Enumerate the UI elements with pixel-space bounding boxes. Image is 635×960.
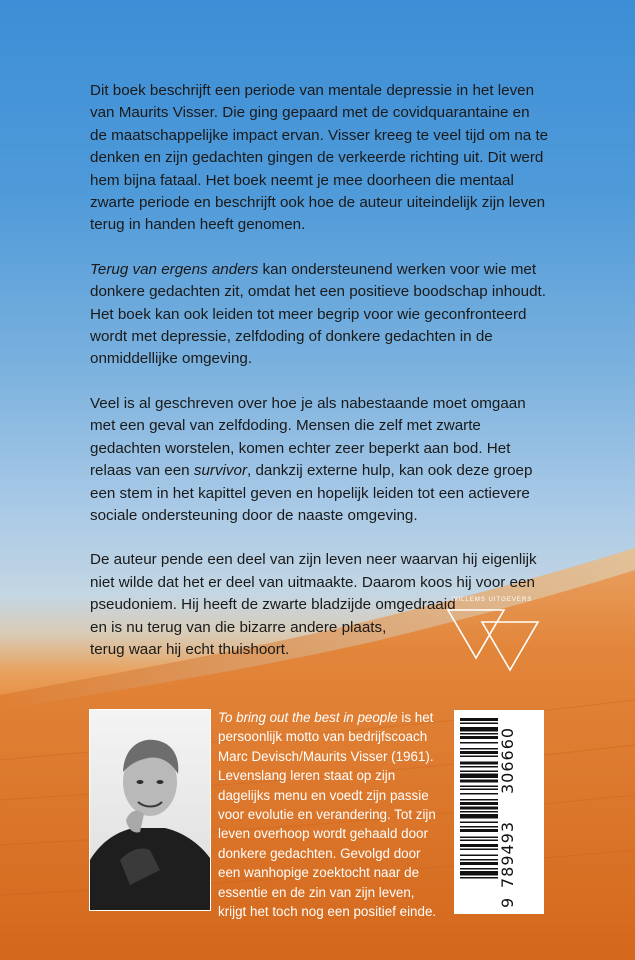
barcode-bar bbox=[460, 793, 498, 795]
barcode-bar bbox=[460, 855, 498, 857]
barcode-bar bbox=[460, 862, 498, 865]
barcode-bar bbox=[460, 868, 498, 870]
barcode-bar bbox=[460, 802, 498, 805]
blurb-paragraph-3-text-a: Veel is al geschreven over hoe je als nabestaande moet omgaan met een geval van zelfdoding. Mensen die zelf met zwarte gedachten worstelen, komen echter zeer beperkt aan bod. Het relaas van een bbox=[90, 394, 526, 480]
barcode-bar bbox=[460, 871, 498, 876]
barcode-bar bbox=[460, 736, 498, 739]
barcode-bar bbox=[460, 748, 498, 750]
isbn-group-1: 789493 bbox=[498, 820, 517, 888]
barcode-bar bbox=[460, 774, 498, 779]
author-bio bbox=[218, 708, 444, 921]
blurb-paragraph-2-text: kan ondersteunend werken voor wie met donkere gedachten zit, omdat het een positieve boodschap inhoudt. Het boek kan ook leiden tot meer begrip voor wie geconfronteerd wordt met depressie, zelfdoding of donkere gedachten in de onmiddellijke omgeving. bbox=[90, 260, 546, 368]
survivor-italic: survivor bbox=[193, 462, 248, 480]
barcode-bar bbox=[460, 799, 498, 801]
barcode-bar bbox=[460, 756, 498, 758]
blurb-paragraph-4-text-c: terug waar hij echt thuishoort. bbox=[90, 640, 290, 658]
barcode-bar bbox=[460, 844, 498, 847]
barcode-bar bbox=[460, 733, 498, 735]
isbn-lead-digit: 9 bbox=[498, 897, 517, 908]
barcode-bar bbox=[460, 826, 498, 828]
book-title-italic: Terug van ergens anders bbox=[90, 260, 259, 278]
author-motto: To bring out the best in people bbox=[218, 710, 398, 725]
barcode-bar bbox=[460, 807, 498, 810]
barcode-bar bbox=[460, 718, 498, 721]
barcode-bar bbox=[460, 723, 498, 725]
barcode-bar bbox=[460, 814, 498, 819]
blurb-paragraph-1: Dit boek beschrijft een periode van mentale depressie in het leven van Maurits Visser. Die ging gepaard met de covidquarantaine en de maatschappelijke impact ervan. Visser kreeg te veel tijd om na te denken en zijn gedachten gingen de verkeerde richting uit. Dit werd hem bijna fataal. Het boek neemt je mee doorheen die mentaal zwarte periode en beschrijft ook hoe de auteur uiteindelijk zijn leven terug in handen heeft genomen. bbox=[90, 82, 549, 234]
author-bio-text: is het persoonlijk motto van bedrijfscoach Marc Devisch/Maurits Visser (1961). Levenslang leren staat op zijn dagelijks menu en voedt zijn passie voor evolutie en verandering. Tot zijn leven overhoop wordt gehaald door donkere gedachten. Gevolgd door een wanhopige zoektocht naar de essentie en de zin van zijn leven, krijgt het toch nog een positief einde. bbox=[218, 710, 437, 920]
barcode-bar bbox=[460, 762, 498, 765]
barcode-bar bbox=[460, 780, 498, 783]
barcode-bar bbox=[460, 837, 498, 839]
blurb-paragraph-3-text-b: , dankzij externe hulp, kan ook deze groep een stem in het kapittel geven en hopelijk leiden tot een actievere sociale ondersteuning door de naaste omgeving. bbox=[90, 462, 533, 524]
author-portrait-icon bbox=[90, 710, 210, 910]
barcode-bar bbox=[460, 789, 498, 791]
publisher-logo-icon bbox=[444, 592, 542, 672]
barcode-bar bbox=[460, 849, 498, 851]
barcode-bar bbox=[460, 727, 498, 732]
barcode-bar bbox=[460, 771, 498, 773]
barcode-bar bbox=[460, 766, 498, 768]
barcode-bar bbox=[460, 840, 498, 842]
barcode-bar bbox=[460, 751, 498, 754]
publisher-name: WILLEMS UITGEVERS bbox=[451, 596, 533, 603]
barcode-bar bbox=[460, 811, 498, 813]
blurb-paragraph-3 bbox=[90, 393, 550, 527]
barcode-bar bbox=[460, 877, 498, 879]
isbn-group-2: 306660 bbox=[498, 726, 517, 794]
barcode-bar bbox=[460, 786, 498, 788]
author-photo bbox=[90, 710, 210, 910]
barcode-bar bbox=[460, 742, 498, 744]
barcode-bar bbox=[460, 822, 498, 824]
barcode-bar bbox=[460, 829, 498, 832]
barcode-bar bbox=[460, 859, 498, 861]
blurb-paragraph-4-text-a: De auteur pende een deel van zijn leven neer waarvan hij eigenlijk niet wilde dat het er deel van uitmaakte. Daarom koos hij voor een pseudoniem. Hij heeft de zwarte bladzijde omgedraaid bbox=[90, 551, 537, 614]
blurb-paragraph-2 bbox=[90, 259, 550, 371]
blurb-paragraph-4-text-b: en is nu terug van die bizarre andere plaats, bbox=[90, 618, 387, 636]
